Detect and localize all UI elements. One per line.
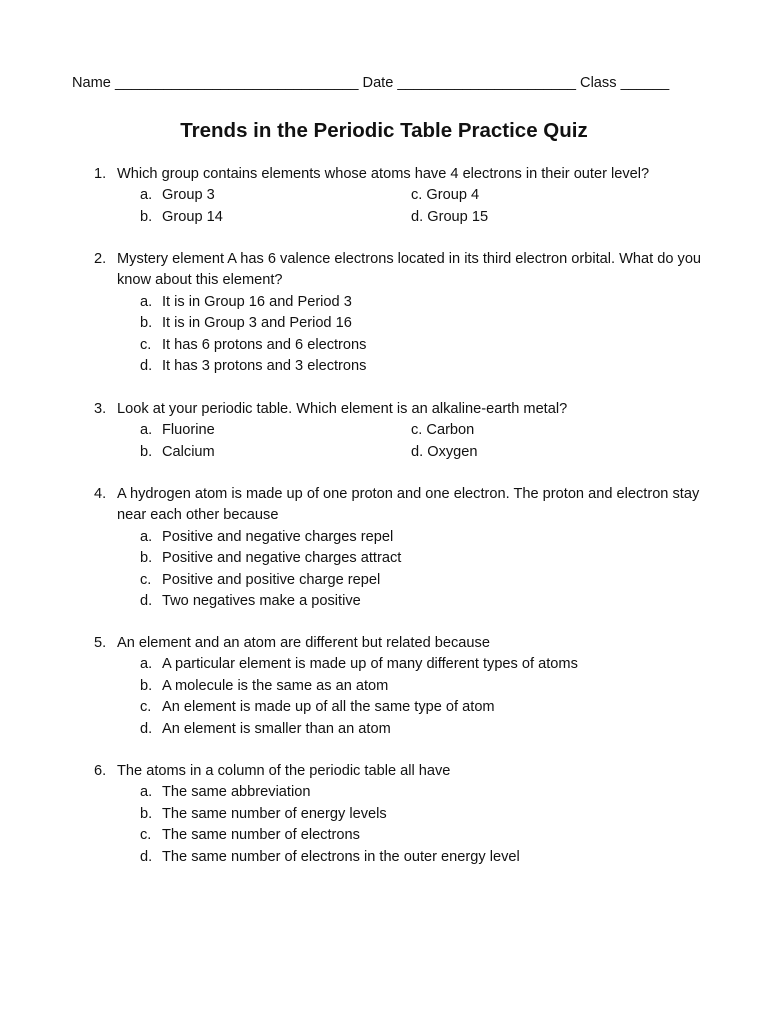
answer-option-a: a. A particular element is made up of many different types of atoms	[140, 656, 578, 673]
student-info-line: Name ______________________________ Date ______________________ Class ______	[72, 75, 670, 91]
page-title: Trends in the Periodic Table Practice Quiz	[180, 119, 588, 142]
answer-options	[140, 420, 704, 463]
answer-option-a: a. It is in Group 16 and Period 3	[140, 293, 352, 310]
answer-option-a: a. Positive and negative charges repel	[140, 528, 394, 545]
answer-option-d: d. Group 15	[411, 208, 489, 225]
answer-option-c: c. Positive and positive charge repel	[140, 571, 381, 588]
answer-option-d: d. An element is smaller than an atom	[140, 720, 391, 737]
answer-option-b: b. It is in Group 3 and Period 16	[140, 315, 352, 332]
answer-option-c: c. An element is made up of all the same type of atom	[140, 699, 495, 716]
answer-option-a: a. The same abbreviation	[140, 784, 311, 801]
answer-option-b: b. The same number of energy levels	[140, 805, 387, 822]
answer-option-d: d. The same number of electrons in the outer energy level	[140, 848, 520, 865]
question-number: 1.	[94, 166, 107, 182]
question-4	[94, 484, 704, 612]
question-3	[94, 399, 704, 463]
question-number: 6.	[94, 763, 107, 779]
question-text: An element and an atom are different but related because	[117, 635, 490, 651]
question-number: 5.	[94, 635, 107, 651]
answer-option-d: d. Oxygen	[411, 443, 478, 460]
question-6	[94, 761, 704, 868]
question-text: Mystery element A has 6 valence electrons located in its third electron orbital. What do you know about this element?	[117, 251, 702, 289]
answer-option-a: a. Fluorine	[140, 422, 215, 439]
question-2	[94, 249, 704, 377]
answer-options	[140, 527, 704, 613]
answer-option-b: b. Calcium	[140, 443, 215, 460]
answer-option-b: b. A molecule is the same as an atom	[140, 677, 389, 694]
question-5	[94, 633, 704, 740]
question-number: 3.	[94, 401, 107, 417]
answer-option-c: c. Carbon	[411, 422, 475, 439]
question-text: The atoms in a column of the periodic table all have	[117, 763, 451, 779]
answer-option-c: c. The same number of electrons	[140, 827, 360, 844]
answer-option-b: b. Positive and negative charges attract	[140, 550, 402, 567]
question-number: 4.	[94, 486, 107, 502]
question-text: A hydrogen atom is made up of one proton and one electron. The proton and electron stay near each other because	[117, 486, 700, 524]
answer-option-c: c. Group 4	[411, 187, 480, 204]
answer-option-d: d. It has 3 protons and 3 electrons	[140, 358, 367, 375]
question-text: Which group contains elements whose atoms have 4 electrons in their outer level?	[117, 166, 650, 182]
answer-options	[140, 654, 704, 740]
answer-options	[140, 292, 704, 378]
question-number: 2.	[94, 251, 107, 267]
answer-option-d: d. Two negatives make a positive	[140, 593, 361, 610]
question-text: Look at your periodic table. Which element is an alkaline-earth metal?	[117, 401, 568, 417]
answer-options	[140, 185, 704, 228]
answer-option-a: a. Group 3	[140, 187, 215, 204]
answer-options	[140, 782, 704, 868]
answer-option-c: c. It has 6 protons and 6 electrons	[140, 336, 367, 353]
answer-option-b: b. Group 14	[140, 208, 223, 225]
question-1	[94, 164, 704, 228]
